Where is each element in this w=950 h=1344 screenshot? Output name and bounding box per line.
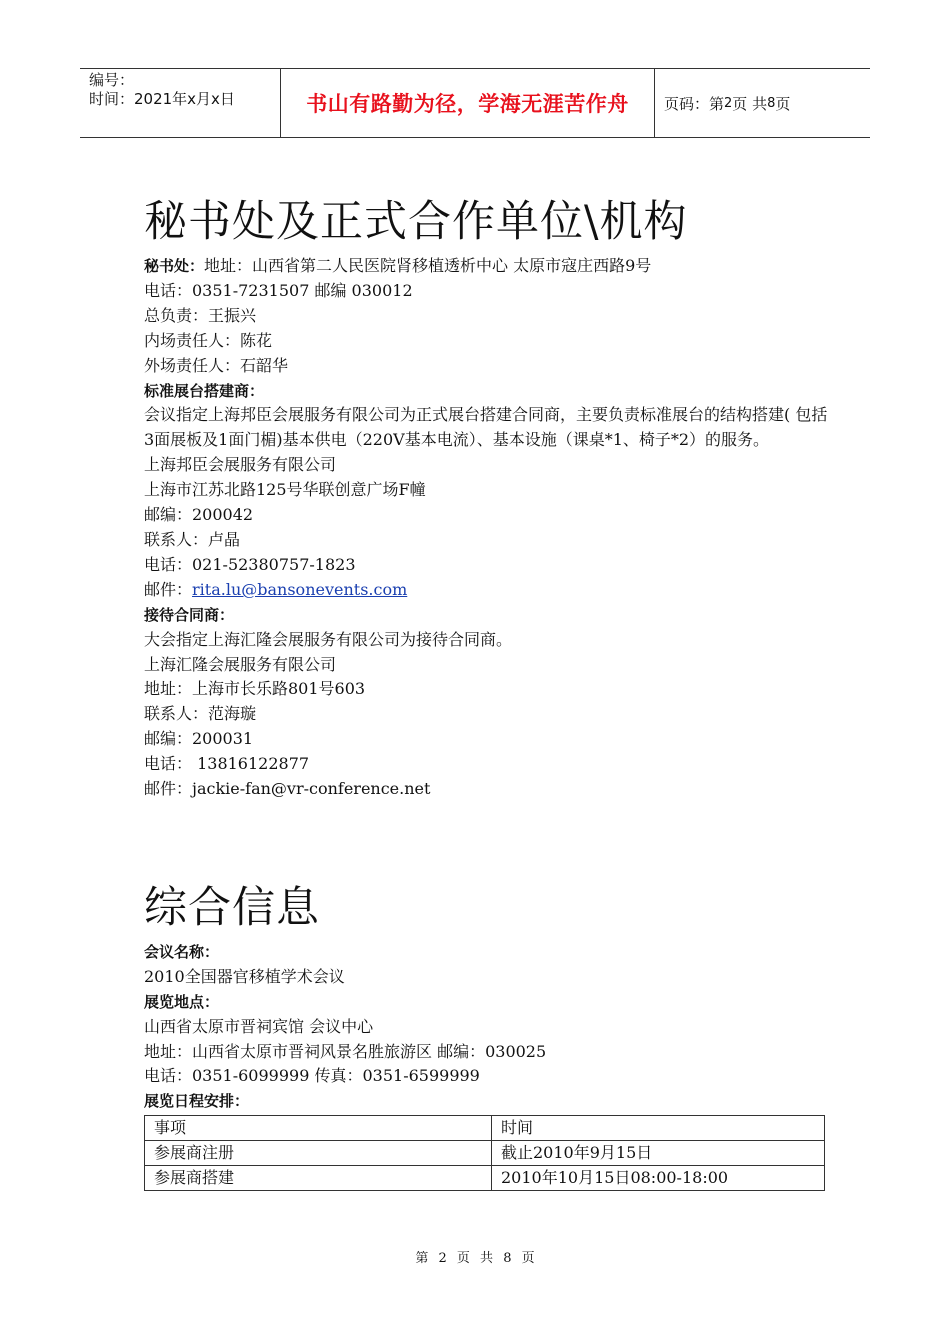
booth-email-line xyxy=(144,578,828,603)
header-page-suffix: 页 xyxy=(775,94,791,113)
header-page-indicator xyxy=(655,69,870,137)
table-cell: 截止2010年9月15日 xyxy=(492,1141,825,1166)
section-title-general-info: 综合信息 xyxy=(144,882,320,933)
booth-phone: 电话：021-52380757-1823 xyxy=(144,554,356,574)
header-meta xyxy=(80,69,281,137)
outer-manager: 外场责任人：石韶华 xyxy=(144,355,289,375)
table-header-cell: 时间 xyxy=(492,1116,825,1141)
inner-manager: 内场责任人：陈花 xyxy=(144,330,273,350)
table-header-row xyxy=(145,1116,825,1141)
reception-phone: 电话： 13816122877 xyxy=(144,754,310,774)
section-spacer xyxy=(144,802,828,876)
venue-phone-fax: 电话：0351-6099999 传真：0351-6599999 xyxy=(144,1066,480,1086)
secretariat-phone: 电话：0351-7231507 邮编 030012 xyxy=(144,280,413,300)
conference-name-label: 会议名称： xyxy=(144,942,220,961)
reception-description: 大会指定上海汇隆会展服务有限公司为接待合同商。 xyxy=(144,629,513,649)
section-title-partners: 秘书处及正式合作单位\机构 xyxy=(144,197,688,247)
table-row xyxy=(145,1141,825,1166)
header-date-label: 时间：2021年x月x日 xyxy=(89,90,235,108)
table-header-cell: 事项 xyxy=(145,1116,492,1141)
header-motto: 书山有路勤为径，学海无涯苦作舟 xyxy=(281,69,655,137)
table-cell: 2010年10月15日08:00-18:00 xyxy=(492,1166,825,1191)
reception-address: 地址：上海市长乐路801号603 xyxy=(144,679,366,699)
booth-email-link[interactable]: rita.lu@bansonevents.com xyxy=(192,579,408,599)
reception-company: 上海汇隆会展服务有限公司 xyxy=(144,654,337,674)
secretariat-label: 秘书处： xyxy=(144,257,205,275)
booth-contact: 联系人：卢晶 xyxy=(144,529,241,549)
header-number-label: 编号： xyxy=(89,71,135,89)
table-cell: 参展商注册 xyxy=(145,1141,492,1166)
header-page-prefix: 页码：第 xyxy=(664,94,725,113)
page-footer: 第 2 页 共 8 页 xyxy=(415,1251,535,1266)
header-page-total: 8 xyxy=(767,95,776,111)
booth-contractor-description: 会议指定上海邦臣会展服务有限公司为正式展台搭建合同商，主要负责标准展台的结构搭建( 包括3面展板及1面门楣)基本供电（220V基本电流）、基本设施（课桌*1、椅子*2）的服务。 xyxy=(144,405,828,450)
general-manager: 总负责：王振兴 xyxy=(144,305,257,325)
schedule-table xyxy=(144,1115,825,1191)
table-row xyxy=(145,1166,825,1191)
header-page-current: 2 xyxy=(724,95,733,111)
venue-address: 地址：山西省太原市晋祠风景名胜旅游区 邮编：030025 xyxy=(144,1041,547,1061)
booth-zip: 邮编：200042 xyxy=(144,505,254,525)
secretariat-line xyxy=(144,254,828,279)
secretariat-address: 地址：山西省第二人民医院肾移植透析中心 太原市寇庄西路9号 xyxy=(204,256,652,275)
booth-address: 上海市江苏北路125号华联创意广场F幢 xyxy=(144,480,426,500)
booth-company: 上海邦臣会展服务有限公司 xyxy=(144,455,337,475)
venue-label: 展览地点： xyxy=(144,992,220,1011)
table-cell: 参展商搭建 xyxy=(145,1166,492,1191)
reception-contractor-label: 接待合同商： xyxy=(144,605,235,624)
document-body xyxy=(144,190,828,1191)
header-page-middle: 页 共 xyxy=(732,94,768,113)
reception-contact: 联系人：范海璇 xyxy=(144,704,257,724)
venue-name: 山西省太原市晋祠宾馆 会议中心 xyxy=(144,1016,374,1036)
reception-email: 邮件：jackie-fan@vr-conference.net xyxy=(144,779,431,799)
schedule-label: 展览日程安排： xyxy=(144,1092,250,1111)
booth-email-label: 邮件： xyxy=(144,579,193,599)
page-header xyxy=(80,68,870,138)
conference-name: 2010全国器官移植学术会议 xyxy=(144,966,345,986)
booth-contractor-label: 标准展台搭建商： xyxy=(144,381,265,400)
reception-zip: 邮编：200031 xyxy=(144,729,254,749)
